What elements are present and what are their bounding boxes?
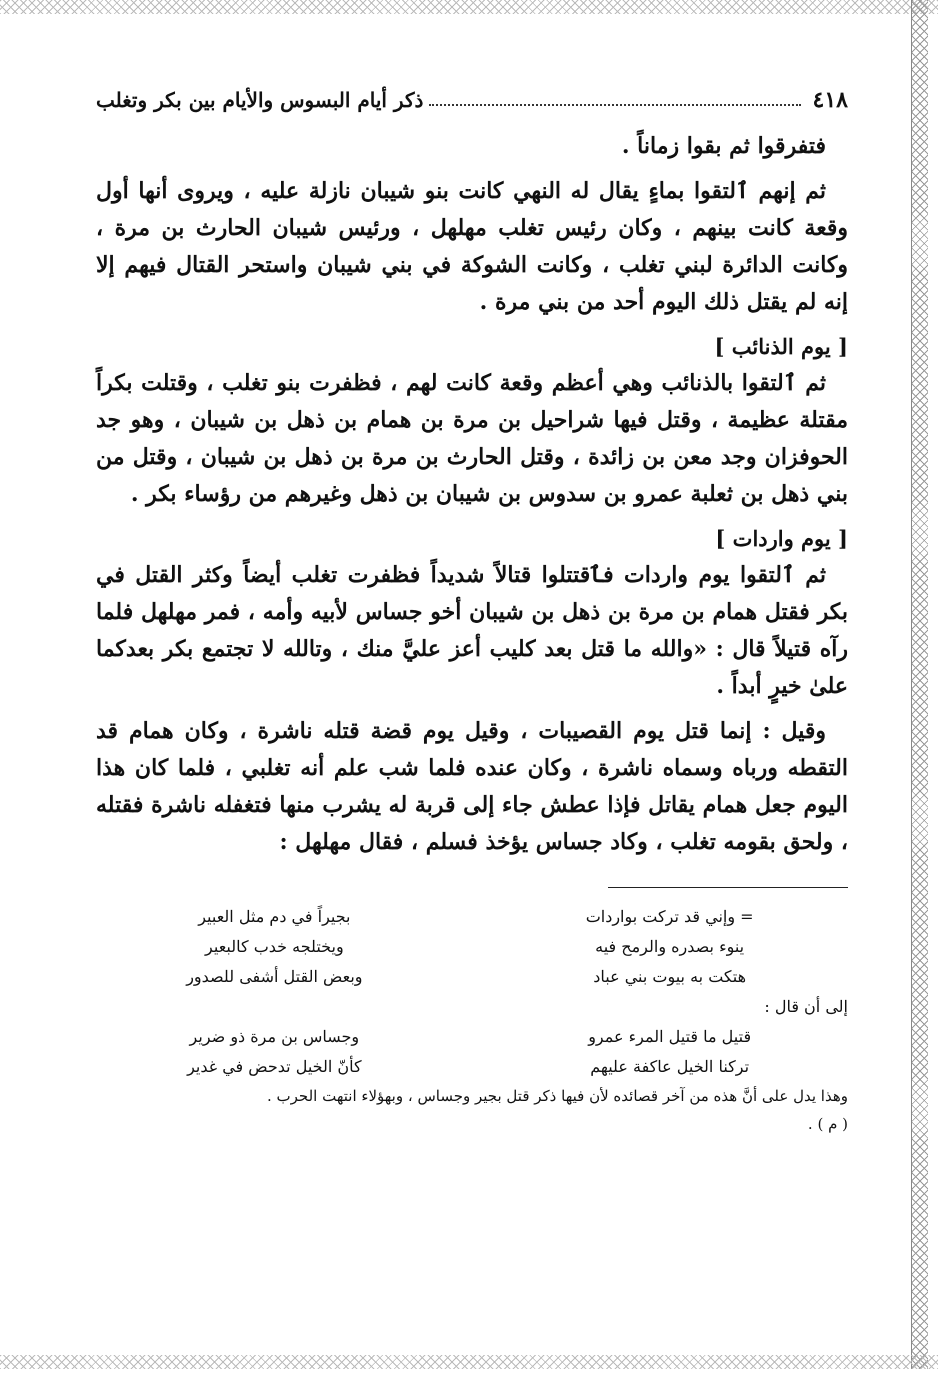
footnote-intro: إلى أن قال :	[764, 997, 848, 1016]
verse-hemistich-left: وجساس بن مرة ذو ضرير	[189, 1027, 360, 1046]
footnote-verses-2	[96, 1022, 848, 1082]
verse-hemistich-right: قتيل ما قتيل المرء عمرو	[588, 1027, 752, 1046]
right-border	[911, 0, 928, 1369]
top-border	[0, 0, 938, 14]
verse-line	[96, 1052, 848, 1082]
running-header	[96, 80, 848, 120]
verse-line	[96, 932, 848, 962]
header-title: ذكر أيام البسوس والأيام بين بكر وتغلب	[96, 88, 424, 112]
paragraph-4: ثم ٱلتقوا يوم واردات فٱقتتلوا قتالاً شديداً فظفرت تغلب أيضاً وكثر القتل في بكر فقتل همام بن مرة بن ذهل بن شيبان أخو جساس لأبيه وأمه ، فمر مهلهل فلما رآه قتيلاً قال : «والله ما قتل بعد كليب أعز عليَّ منك ، وتالله لا تجتمع بكر بعدكما علىٰ خيرٍ أبداً .	[96, 562, 848, 699]
verse-line	[96, 962, 848, 992]
verse-hemistich-left: وبعض القتل أشفى للصدور	[186, 967, 363, 986]
paragraph-5: وقيل : إنما قتل يوم القصيبات ، وقيل يوم قضة قتله ناشرة ، وكان همام قد التقطه ورباه وسماه ناشرة ، وكان عنده فلما شب علم أنه تغلبي ، فلما كان هذا اليوم جعل همام يقاتل فإذا عطش جاء إلى قربة له يشرب منها فتغفله ناشرة فقتله ، ولحق بقومه تغلب ، وكاد جساس يؤخذ فسلم ، فقال مهلهل :	[96, 718, 848, 855]
verse-line	[96, 1022, 848, 1052]
verse-hemistich-left: ويختلجه خدب كالبعير	[205, 937, 344, 956]
paragraph-1: فتفرقوا ثم بقوا زماناً .	[621, 133, 826, 159]
section-heading-dhanaib: [ يوم الذنائب ]	[714, 334, 848, 359]
paragraph-3: ثم ٱلتقوا بالذنائب وهي أعظم وقعة كانت لهم ، فظفرت بنو تغلب ، وقتلت بكراً مقتلة عظيمة ، وقتل فيها شراحيل بن مرة بن همام بن ذهل بن شيبان ، وهو جد الحوفزان وجد معن بن زائدة ، وقتل الحارث بن مرة بن ذهل بن شيبان ، وقتل من بني ذهل بن ثعلبة عمرو بن سدوس بن شيبان بن ذهل وغيرهم من رؤساء بكر .	[96, 370, 848, 507]
verse-hemistich-right: هتكت به بيوت بني عباد	[593, 967, 747, 986]
footnote-mark: ( م ) .	[807, 1115, 848, 1133]
verse-hemistich-right: ينوء بصدره والرمح فيه	[595, 937, 745, 956]
bottom-border	[0, 1355, 938, 1369]
header-dots	[429, 94, 800, 106]
verse-line	[96, 902, 848, 932]
verse-hemistich-right: = وإني قد تركت بواردات	[585, 907, 754, 926]
footnote-verses-1	[96, 902, 848, 992]
verse-hemistich-left: كأنّ الخيل تدحض في غدير	[187, 1057, 362, 1076]
footnote-rule	[608, 887, 848, 888]
paragraph-2: ثم إنهم ٱلتقوا بماءٍ يقال له النهي كانت بنو شيبان نازلة عليه ، ويروى أنها أول وقعة كانت بينهم ، وكان رئيس تغلب مهلهل ، ورئيس شيبان الحارث بن مرة ، وكانت الدائرة لبني تغلب ، وكانت الشوكة في بني شيبان واستحر القتال فيهم إلا إنه لم يقتل ذلك اليوم أحد من بني مرة .	[96, 178, 848, 315]
page-number: ٤١٨	[812, 87, 848, 113]
section-heading-waridat: [ يوم واردات ]	[715, 526, 848, 551]
page-content	[96, 80, 848, 1138]
verse-hemistich-left: بجيراً في دم مثل العبير	[198, 907, 351, 926]
footnote-note: وهذا يدل على أنَّ هذه من آخر قصائده لأن فيها ذكر قتل بجير وجساس ، وبهؤلاء انتهت الحرب .	[266, 1087, 848, 1105]
verse-hemistich-right: تركنا الخيل عاكفة عليهم	[590, 1057, 750, 1076]
